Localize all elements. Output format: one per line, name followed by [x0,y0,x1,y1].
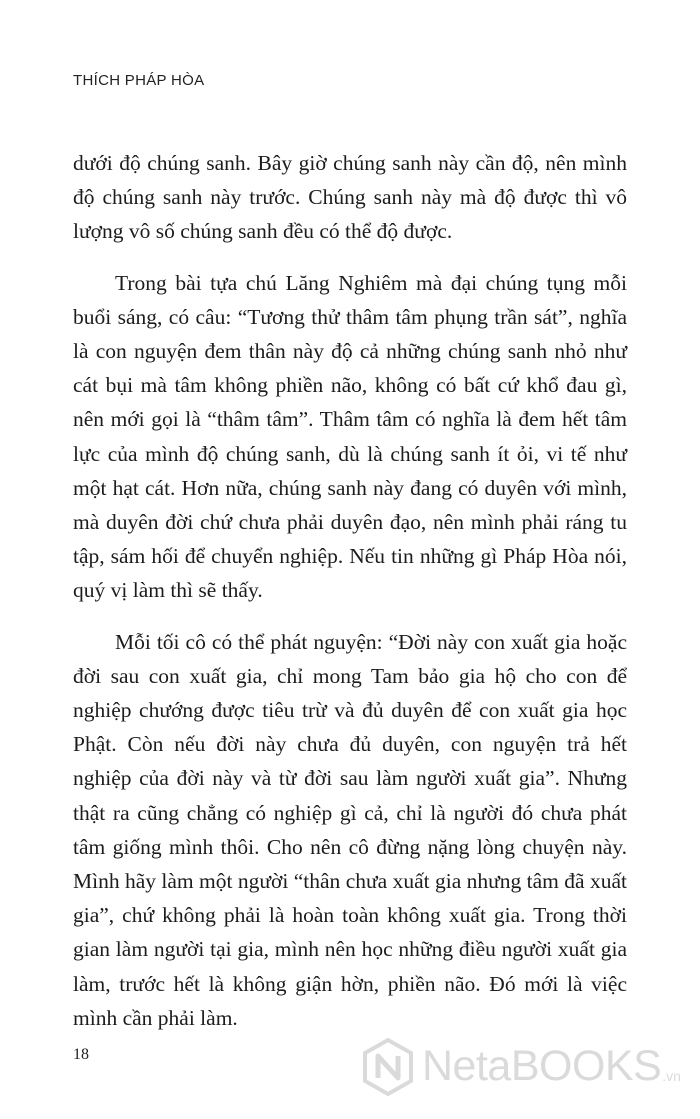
body-text [73,146,627,1052]
paragraph-1: dưới độ chúng sanh. Bây giờ chúng sanh này cần độ, nên mình độ chúng sanh này trước. Chúng sanh này mà độ được thì vô lượng vô số chúng sanh đều có thể độ được. [73,151,627,244]
watermark-suffix: .vn [662,1068,681,1084]
watermark-brand: NetaBOOKS [422,1042,662,1090]
paragraph-3: Mỗi tối cô có thể phát nguyện: “Đời này con xuất gia hoặc đời sau con xuất gia, chỉ mong Tam bảo gia hộ cho con để nghiệp chướng được tiêu trừ và đủ duyên để con xuất gia học Phật. Còn nếu đời này chưa đủ duyên, con nguyện trả hết nghiệp của đời này và từ đời sau làm người xuất gia”. Nhưng thật ra cũng chẳng có nghiệp gì cả, chỉ là người đó chưa phát tâm giống mình thôi. Cho nên cô đừng nặng lòng chuyện này. Mình hãy làm một người “thân chưa xuất gia nhưng tâm đã xuất gia”, chứ không phải là hoàn toàn không xuất gia. Trong thời gian làm người tại gia, mình nên học những điều người xuất gia làm, trước hết là không giận hờn, phiền não. Đó mới là việc mình cần phải làm. [73,629,627,1030]
netabooks-watermark [362,1036,681,1096]
running-head-title: THÍCH PHÁP HÒA [73,72,205,89]
page-number: 18 [73,1046,89,1063]
paragraph-2: Trong bài tựa chú Lăng Nghiêm mà đại chúng tụng mỗi buổi sáng, có câu: “Tương thử thâm tâm phụng trần sát”, nghĩa là con nguyện đem thân này độ cả những chúng sanh nhỏ như cát bụi mà tâm không phiền não, không có bất cứ khổ đau gì, nên mới gọi là “thâm tâm”. Thâm tâm có nghĩa là đem hết tâm lực của mình độ chúng sanh, dù là chúng sanh ít ỏi, vi tế như một hạt cát. Hơn nữa, chúng sanh này đang có duyên với mình, mà duyên đời chứ chưa phải duyên đạo, nên mình phải ráng tu tập, sám hối để chuyển nghiệp. Nếu tin những gì Pháp Hòa nói, quý vị làm thì sẽ thấy. [73,270,627,603]
netabooks-logo-icon [362,1038,414,1096]
